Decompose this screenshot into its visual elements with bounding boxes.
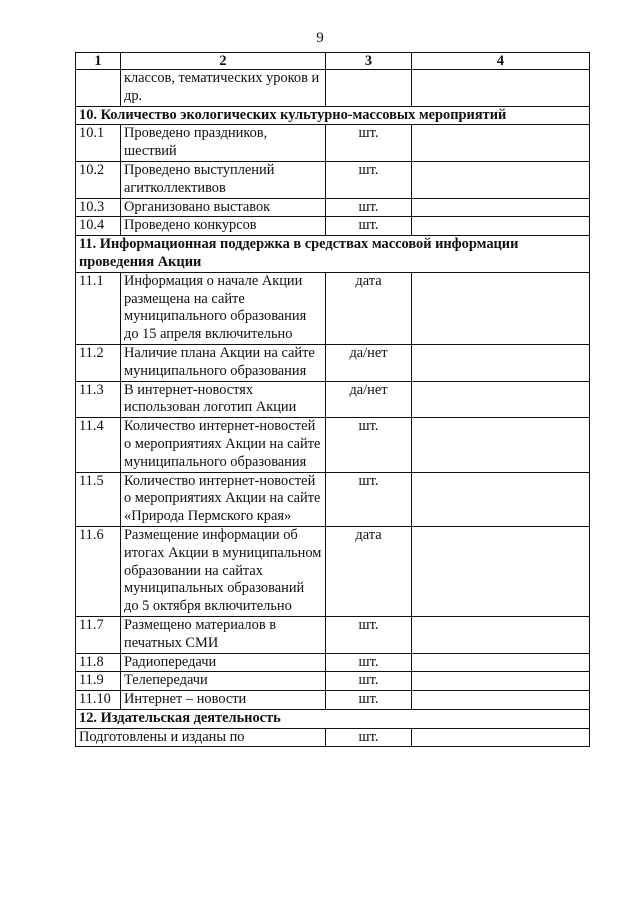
indicator-text: Телепередачи [121,672,326,691]
unit-cell: шт. [326,217,412,236]
unit-cell: дата [326,272,412,344]
table-row [76,672,590,691]
page-number: 9 [316,30,324,46]
report-table-body [76,53,590,747]
value-cell [412,381,590,418]
table-row [76,653,590,672]
table-row [76,344,590,381]
table-row [76,418,590,472]
value-cell [412,125,590,162]
section-row [76,106,590,125]
indicator-text: Проведено выступлений агитколлективов [121,161,326,198]
section-heading: 11. Информационная поддержка в средствах массовой информации проведения Акции [76,236,590,273]
value-cell [412,217,590,236]
indicator-text: Проведено праздников, шествий [121,125,326,162]
table-row [76,70,590,107]
section-row [76,236,590,273]
indicator-text: Размещено материалов в печатных СМИ [121,616,326,653]
indicator-text: Организовано выставок [121,198,326,217]
column-header: 3 [326,53,412,70]
item-number [76,70,121,107]
item-number: 10.4 [76,217,121,236]
unit-cell: да/нет [326,344,412,381]
value-cell [412,472,590,526]
value-cell [412,526,590,616]
item-number: 10.2 [76,161,121,198]
unit-cell [326,70,412,107]
table-row [76,272,590,344]
table-row [76,472,590,526]
unit-cell: шт. [326,672,412,691]
unit-cell: шт. [326,691,412,710]
table-row [76,198,590,217]
table-row [76,526,590,616]
indicator-text: Количество интернет-новостей о мероприятиях Акции на сайте муниципального образования [121,418,326,472]
indicator-text: Подготовлены и изданы по [76,728,326,747]
indicator-text: Количество интернет-новостей о мероприятиях Акции на сайте «Природа Пермского края» [121,472,326,526]
value-cell [412,198,590,217]
column-header: 2 [121,53,326,70]
table-row [76,728,590,747]
item-number: 11.6 [76,526,121,616]
unit-cell: шт. [326,616,412,653]
indicator-text: Информация о начале Акции размещена на сайте муниципального образования до 15 апреля включительно [121,272,326,344]
unit-cell: шт. [326,418,412,472]
value-cell [412,344,590,381]
indicator-text: Интернет – новости [121,691,326,710]
unit-cell: шт. [326,472,412,526]
item-number: 11.3 [76,381,121,418]
table-header-row [76,53,590,70]
item-number: 11.10 [76,691,121,710]
unit-cell: шт. [326,653,412,672]
unit-cell: шт. [326,125,412,162]
indicator-text: В интернет-новостях использован логотип Акции [121,381,326,418]
table-row [76,381,590,418]
item-number: 11.4 [76,418,121,472]
value-cell [412,672,590,691]
indicator-text: Радиопередачи [121,653,326,672]
value-cell [412,616,590,653]
indicator-text: Проведено конкурсов [121,217,326,236]
column-header: 4 [412,53,590,70]
section-row [76,709,590,728]
table-row [76,125,590,162]
value-cell [412,691,590,710]
table-row [76,161,590,198]
value-cell [412,418,590,472]
indicator-text: классов, тематических уроков и др. [121,70,326,107]
unit-cell: шт. [326,728,412,747]
item-number: 10.3 [76,198,121,217]
item-number: 10.1 [76,125,121,162]
table-row [76,691,590,710]
value-cell [412,161,590,198]
value-cell [412,728,590,747]
table-row [76,616,590,653]
value-cell [412,272,590,344]
value-cell [412,653,590,672]
report-table [75,52,590,747]
item-number: 11.5 [76,472,121,526]
unit-cell: шт. [326,161,412,198]
value-cell [412,70,590,107]
item-number: 11.9 [76,672,121,691]
unit-cell: да/нет [326,381,412,418]
unit-cell: шт. [326,198,412,217]
item-number: 11.8 [76,653,121,672]
unit-cell: дата [326,526,412,616]
item-number: 11.1 [76,272,121,344]
table-row [76,217,590,236]
column-header: 1 [76,53,121,70]
indicator-text: Размещение информации об итогах Акции в муниципальном образовании на сайтах муниципальных образований до 5 октября включительно [121,526,326,616]
item-number: 11.7 [76,616,121,653]
indicator-text: Наличие плана Акции на сайте муниципального образования [121,344,326,381]
section-heading: 12. Издательская деятельность [76,709,590,728]
section-heading: 10. Количество экологических культурно-массовых мероприятий [76,106,590,125]
item-number: 11.2 [76,344,121,381]
